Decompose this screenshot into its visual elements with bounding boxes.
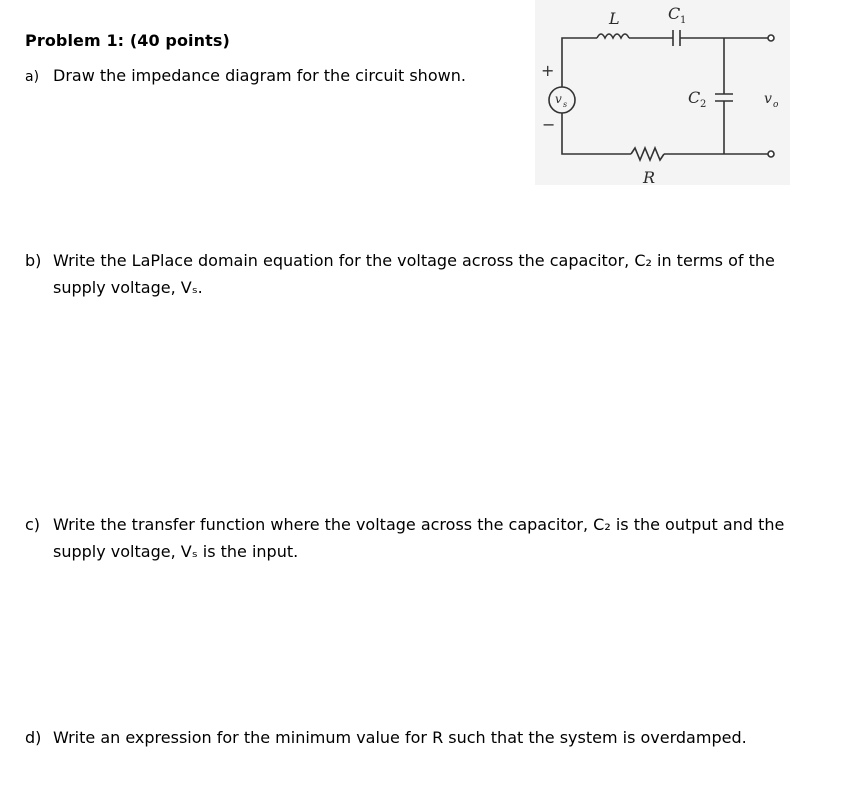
output-label: v: [764, 91, 772, 107]
question-d: [25, 724, 825, 751]
circuit-svg: [535, 0, 790, 185]
question-d-text: Write an expression for the minimum value for R such that the system is overdamped.: [53, 728, 747, 747]
source-plus-sign: +: [541, 61, 555, 80]
wire-left-top: [562, 38, 597, 88]
capacitor1-label: C: [668, 4, 681, 23]
question-c: [25, 511, 825, 565]
resistor-symbol: [631, 148, 664, 160]
question-b-line2: supply voltage, Vₛ.: [53, 278, 203, 297]
question-c-line1: Write the transfer function where the voltage across the capacitor, C₂ is the output and the: [53, 515, 785, 534]
capacitor2-label: C: [688, 88, 701, 107]
capacitor1-symbol: [673, 30, 680, 46]
resistor-label: R: [643, 168, 656, 185]
inductor-label: L: [609, 9, 620, 28]
problem-title: Problem 1: (40 points): [25, 31, 230, 50]
question-c-letter: c): [25, 515, 41, 534]
source-label-sub: s: [563, 100, 568, 109]
question-b: [25, 247, 825, 301]
question-a: [25, 62, 466, 91]
question-d-letter: d): [25, 728, 42, 747]
source-minus-sign: −: [542, 115, 556, 134]
output-terminal-top: [768, 35, 774, 41]
question-c-line2: supply voltage, Vₛ is the input.: [53, 542, 299, 561]
capacitor2-symbol: [715, 94, 733, 101]
output-terminal-bottom: [768, 151, 774, 157]
capacitor1-label-sub: 1: [680, 15, 687, 26]
capacitor2-label-sub: 2: [700, 99, 707, 110]
circuit-diagram: [535, 0, 790, 185]
inductor-symbol: [597, 34, 629, 38]
question-a-text: Draw the impedance diagram for the circuit shown.: [53, 66, 466, 85]
source-label: v: [555, 92, 562, 106]
question-a-letter: a): [25, 69, 40, 85]
question-b-letter: b): [25, 251, 42, 270]
wire-left-bottom: [562, 112, 631, 154]
question-b-line1: Write the LaPlace domain equation for the voltage across the capacitor, C₂ in terms of the: [53, 251, 775, 270]
source-circle: [549, 87, 575, 113]
output-label-sub: o: [773, 100, 779, 110]
